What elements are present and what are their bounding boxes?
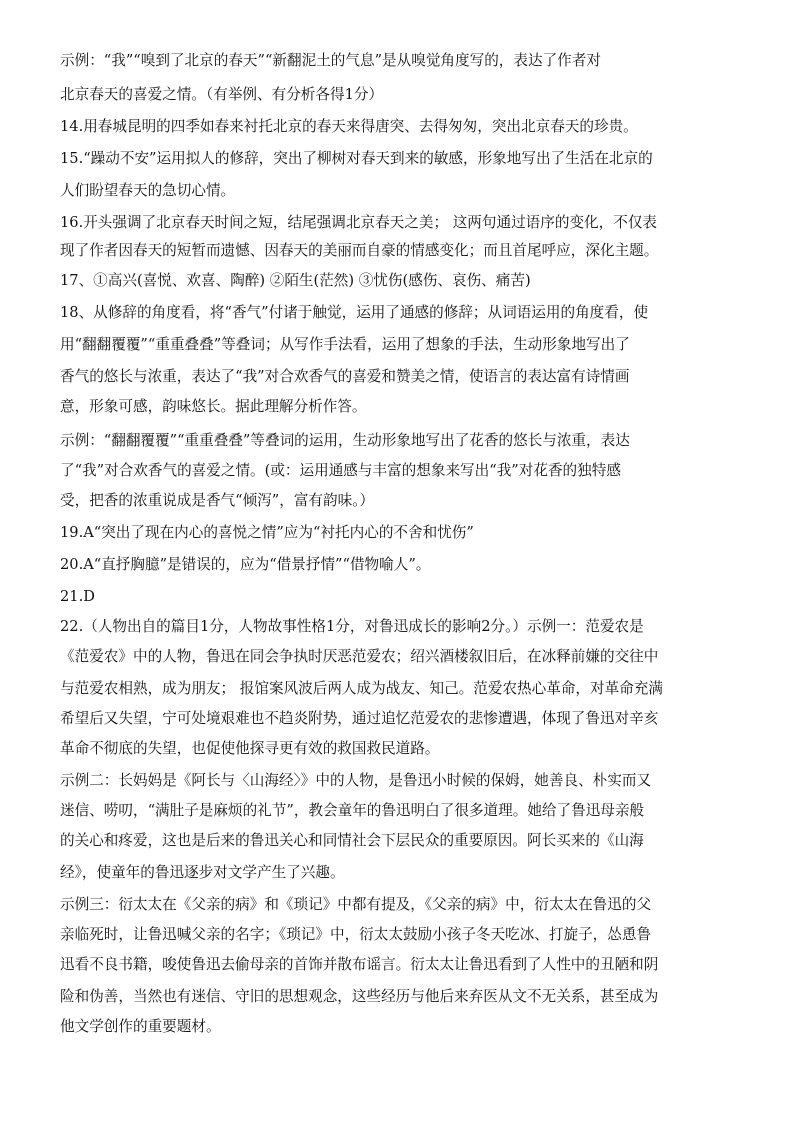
text-line: 险和伪善，当然也有迷信、守旧的思想观念，这些经历与他后来弃医从文不无关系，甚至成为 [60, 988, 659, 1005]
text-line: 17、①高兴(喜悦、欢喜、陶醉) ②陌生(茫然) ③忧伤(感伤、哀伤、痛苦) [60, 272, 531, 289]
text-line: 示例：“翻翻覆覆”“重重叠叠”等叠词的运用，生动形象地写出了花香的悠长与浓重，表达 [60, 432, 630, 449]
text-line: 18、从修辞的角度看，将“香气”付诸于触觉，运用了通感的修辞；从词语运用的角度看，使 [60, 304, 649, 321]
text-line: 的关心和疼爱，这也是后来的鲁迅关心和同情社会下层民众的重要原因。阿长买来的《山海 [60, 832, 644, 849]
text-line: 北京春天的喜爱之情。（有举例、有分析各得1分） [60, 86, 384, 103]
text-line: 革命不彻底的失望，也促使他探寻更有效的救国救民道路。 [60, 740, 440, 757]
text-line: 受，把香的浓重说成是香气“倾泻”，富有韵味。） [60, 492, 375, 509]
text-line: 用“翻翻覆覆”“重重叠叠”等叠词；从写作手法看，运用了想象的手法，生动形象地写出了 [60, 336, 630, 353]
text-line: 示例：“我”“嗅到了北京的春天”“新翻泥土的气息”是从嗅觉角度写的，表达了作者对 [60, 52, 601, 69]
text-line: 《范爱农》中的人物，鲁迅在同会争执时厌恶范爱农；绍兴酒楼叙旧后，在冰释前嫌的交往中 [60, 648, 659, 665]
text-line: 现了作者因春天的短暂而遗憾、因春天的美丽而自豪的情感变化；而且首尾呼应，深化主题。 [60, 242, 659, 259]
text-line: 了“我”对合欢香气的喜爱之情。(或：运用通感与丰富的想象来写出“我”对花香的独特感 [60, 462, 621, 479]
text-line: 他文学创作的重要题材。 [60, 1018, 221, 1035]
text-line: 与范爱农相熟，成为朋友； 报馆案风波后两人成为战友、知己。范爱农热心革命，对革命充满 [60, 680, 663, 697]
text-line: 19.A“突出了现在内心的喜悦之情”应为“衬托内心的不舍和忧伤” [60, 524, 474, 541]
text-line: 亲临死时，让鲁迅喊父亲的名字；《琐记》中，衍太太鼓励小孩子冬天吃冰、打旋子，怂恿鲁 [60, 926, 652, 943]
text-line: 香气的悠长与浓重，表达了“我”对合欢香气的喜爱和赞美之情，使语言的表达富有诗情画 [60, 368, 630, 385]
text-line: 人们盼望春天的急切心情。 [60, 182, 236, 199]
text-line: 迷信、唠叨，“满肚子是麻烦的礼节”，教会童年的鲁迅明白了很多道理。她给了鲁迅母亲般 [60, 802, 645, 819]
text-line: 20.A“直抒胸臆”是错误的，应为“借景抒情”“借物喻人”。 [60, 556, 431, 573]
text-line: 22.（人物出自的篇目1分，人物故事性格1分，对鲁迅成长的影响2分。）示例一：范爱农是 [60, 618, 644, 635]
text-line: 示例三：衍太太在《父亲的病》和《琐记》中都有提及，《父亲的病》中，衍太太在鲁迅的父 [60, 896, 652, 913]
text-line: 21.D [60, 588, 95, 605]
text-line: 14.用春城昆明的四季如春来衬托北京的春天来得唐突、去得匆匆，突出北京春天的珍贵。 [60, 118, 638, 135]
text-line: 16.开头强调了北京春天时间之短，结尾强调北京春天之美； 这两句通过语序的变化，不仅表 [60, 214, 658, 231]
text-line: 希望后又失望，宁可处境艰难也不趋炎附势，通过追忆范爱农的悲惨遭遇，体现了鲁迅对辛亥 [60, 710, 659, 727]
text-line: 迅看不良书籍，唆使鲁迅去偷母亲的首饰并散布谣言。衍太太让鲁迅看到了人性中的丑陋和阴 [60, 956, 659, 973]
text-line: 意，形象可感，韵味悠长。据此理解分析作答。 [60, 398, 367, 415]
text-line: 示例二：长妈妈是《阿长与〈山海经〉》中的人物，是鲁迅小时候的保姆，她善良、朴实而又 [60, 772, 652, 789]
text-line: 经》，使童年的鲁迅逐步对文学产生了兴趣。 [60, 864, 345, 881]
text-line: 15.“躁动不安”运用拟人的修辞，突出了柳树对春天到来的敏感，形象地写出了生活在北京的 [60, 150, 653, 167]
